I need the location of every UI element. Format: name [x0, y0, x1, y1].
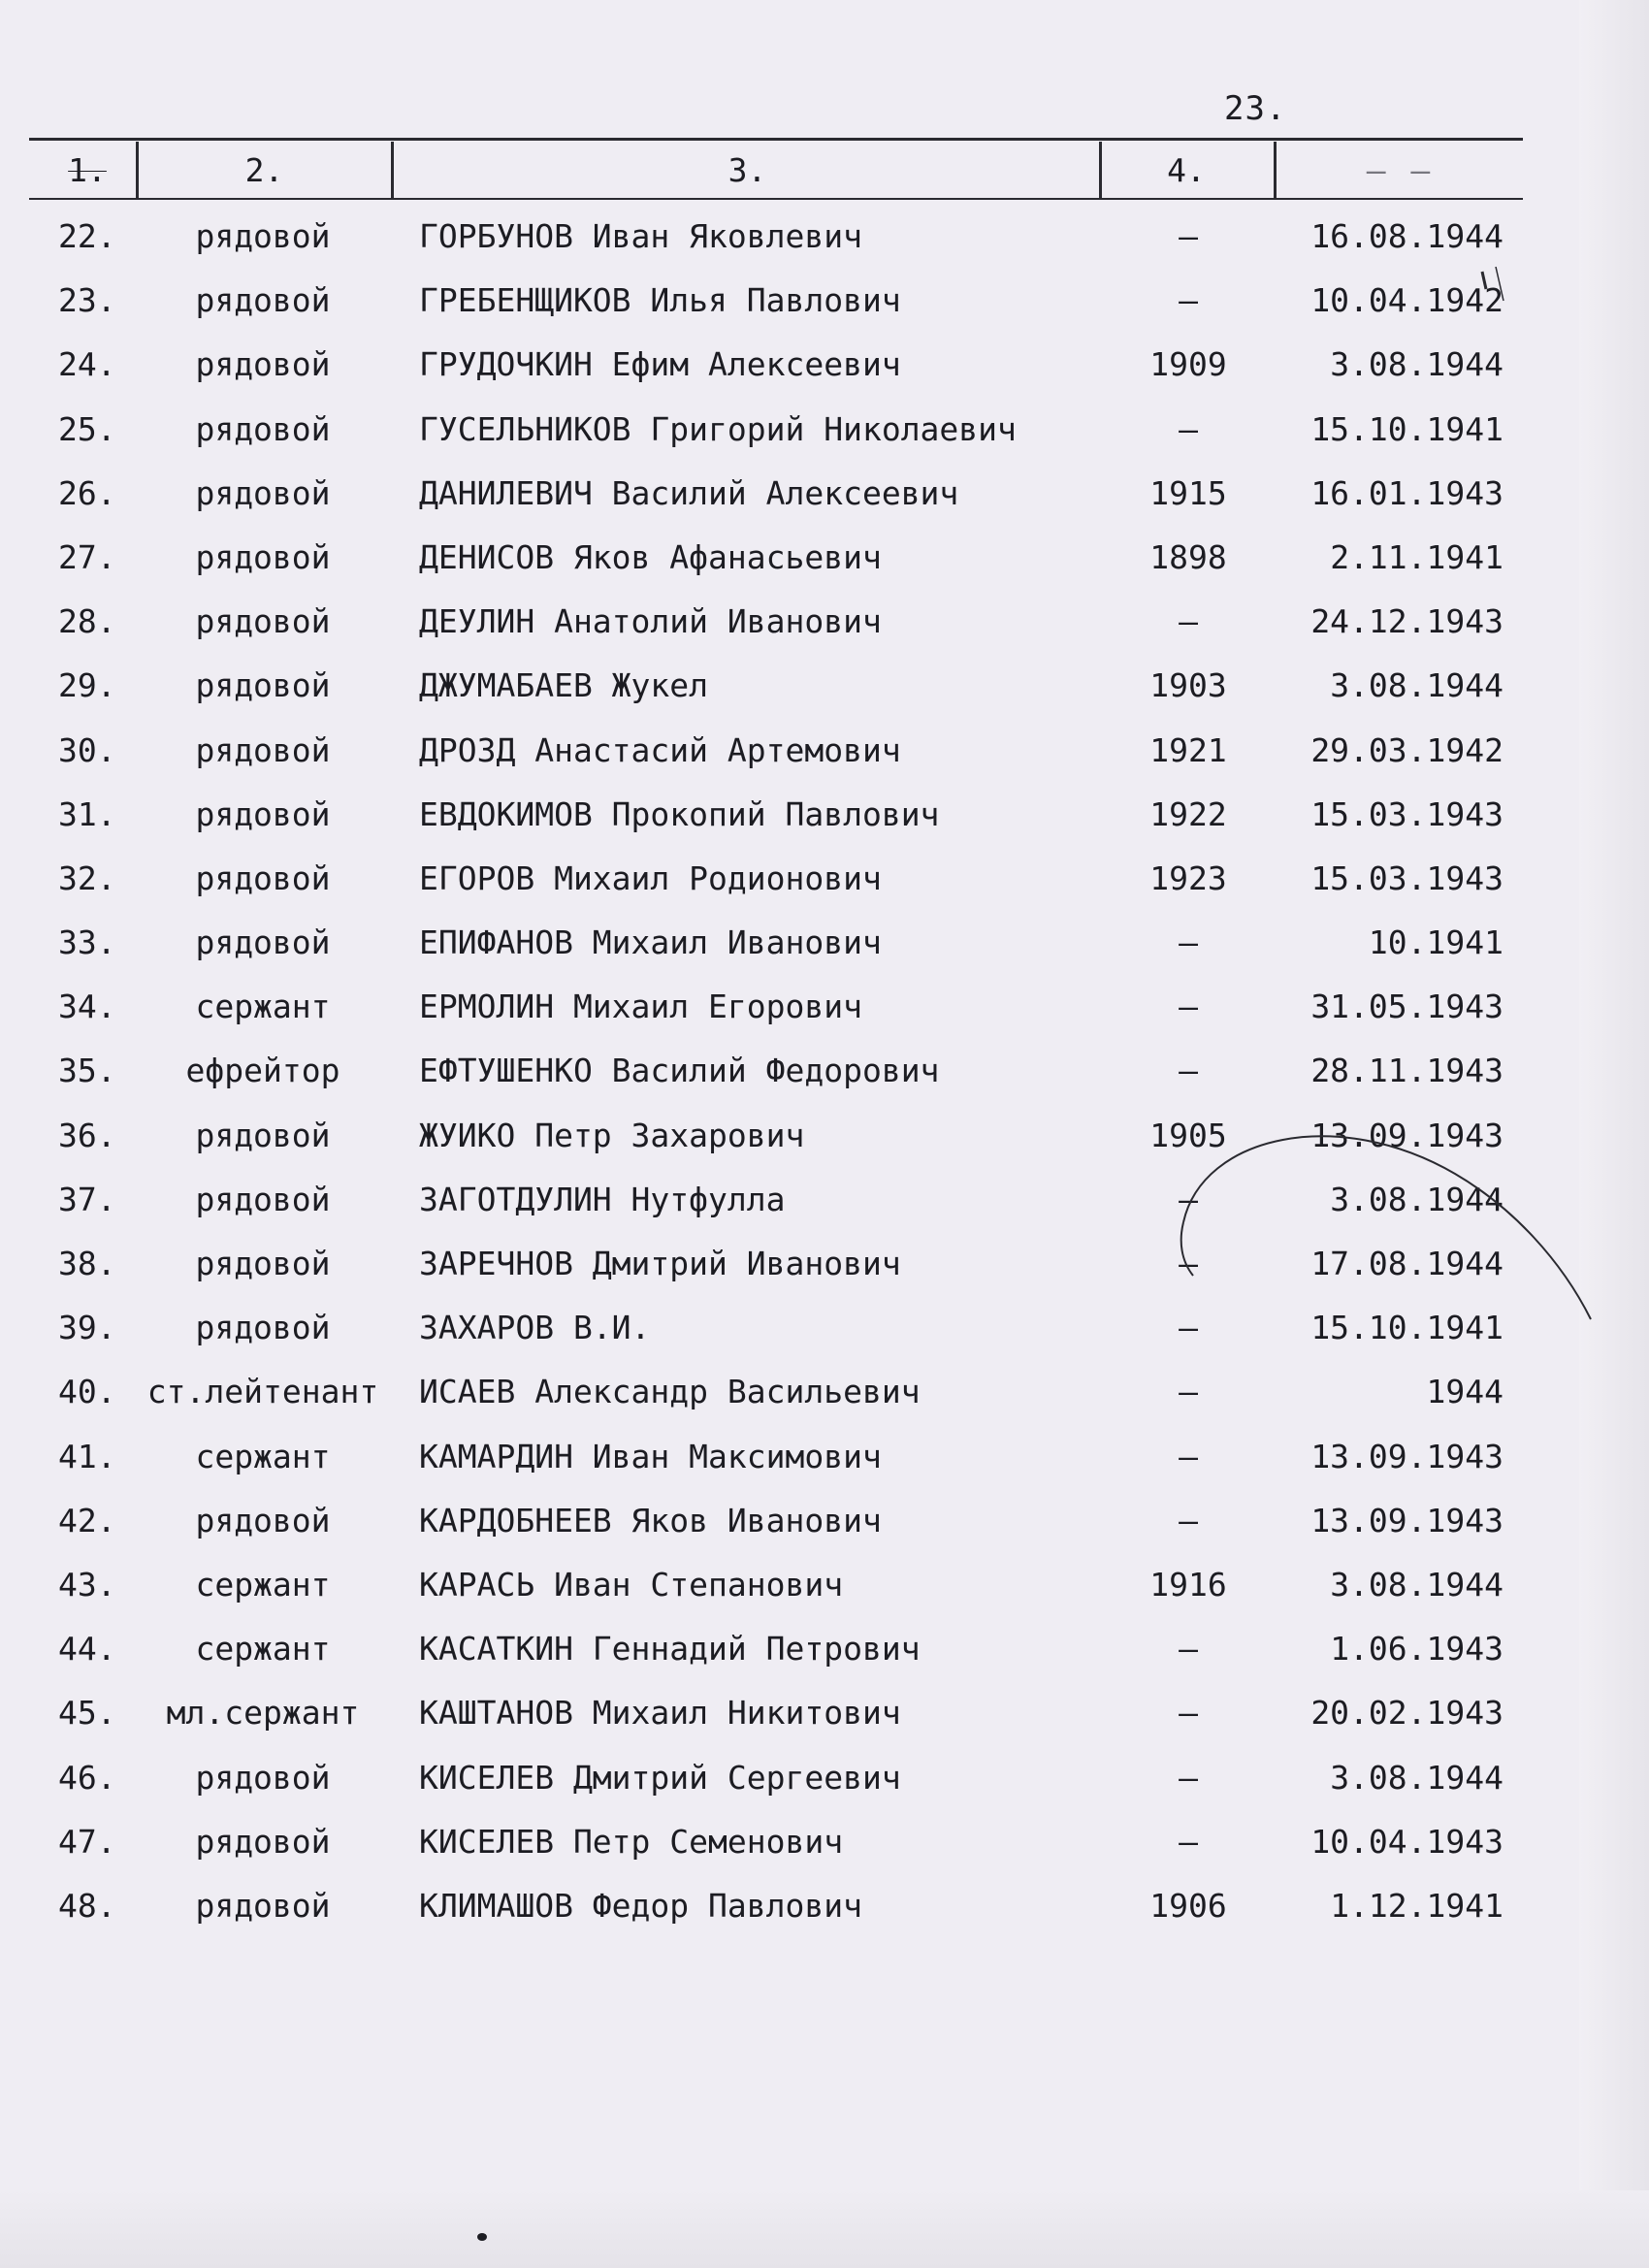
row-date: 3.08.1944 [1330, 1758, 1504, 1797]
row-number: 43. [58, 1565, 116, 1604]
table-row [0, 204, 1552, 268]
row-name: ЕФТУШЕНКО Василий Федорович [419, 1052, 940, 1090]
row-name: ЕГОРОВ Михаил Родионович [419, 859, 882, 897]
column-header-year: 4. [1167, 151, 1206, 189]
row-rank: сержант [195, 1565, 331, 1604]
row-birth-year: 1922 [1149, 794, 1227, 833]
row-birth-year: 1898 [1149, 537, 1227, 576]
column-header-rank: 2. [244, 151, 284, 189]
row-number: 31. [58, 794, 116, 833]
row-date: 15.03.1943 [1310, 859, 1504, 897]
table-row [0, 846, 1552, 910]
row-name: ЗАГОТДУЛИН Нутфулла [419, 1180, 786, 1218]
row-rank: мл.сержант [166, 1694, 360, 1733]
row-birth-year: – [1179, 409, 1198, 448]
row-rank: рядовой [195, 1886, 331, 1925]
row-name: КЛИМАШОВ Федор Павлович [419, 1886, 862, 1925]
row-date: 13.09.1943 [1310, 1116, 1504, 1154]
row-date: 16.08.1944 [1310, 217, 1504, 255]
row-rank: рядовой [195, 602, 331, 641]
row-date: 31.05.1943 [1310, 988, 1504, 1026]
row-number: 47. [58, 1822, 116, 1861]
row-name: ЕРМОЛИН Михаил Егорович [419, 988, 862, 1026]
row-rank: рядовой [195, 730, 331, 769]
row-date: 1.06.1943 [1330, 1630, 1504, 1669]
row-name: КИСЕЛЕВ Дмитрий Сергеевич [419, 1758, 901, 1797]
row-number: 24. [58, 345, 116, 384]
row-name: ДЕНИСОВ Яков Афанасьевич [419, 537, 882, 576]
row-number: 30. [58, 730, 116, 769]
row-date: 3.08.1944 [1330, 1565, 1504, 1604]
row-date: 16.01.1943 [1310, 473, 1504, 512]
row-birth-year: – [1179, 1245, 1198, 1282]
row-date: 13.09.1943 [1310, 1501, 1504, 1539]
table-row [0, 910, 1552, 974]
row-name: ЗАРЕЧНОВ Дмитрий Иванович [419, 1245, 901, 1282]
page-number: 23. [1224, 89, 1287, 128]
row-name: ДЕУЛИН Анатолий Иванович [419, 602, 882, 641]
table-row [0, 1680, 1552, 1744]
row-name: ДАНИЛЕВИЧ Василий Алексеевич [419, 473, 959, 512]
row-name: ЕВДОКИМОВ Прокопий Павлович [419, 794, 940, 833]
pen-tick-mark [1474, 262, 1513, 310]
row-number: 28. [58, 602, 116, 641]
row-number: 44. [58, 1630, 116, 1669]
row-name: ГРЕБЕНЩИКОВ Илья Павлович [419, 281, 901, 320]
table-row [0, 332, 1552, 396]
row-birth-year: – [1179, 602, 1198, 641]
row-name: ЖУИКО Петр Захарович [419, 1116, 805, 1154]
row-rank: ефрейтор [185, 1052, 340, 1090]
row-number: 29. [58, 666, 116, 705]
row-number: 42. [58, 1501, 116, 1539]
row-date: 10.04.1942 [1310, 281, 1504, 320]
row-rank: сержант [195, 1437, 331, 1475]
header-separator [136, 142, 139, 198]
row-rank: рядовой [195, 217, 331, 255]
row-rank: рядовой [195, 1116, 331, 1154]
row-birth-year: – [1179, 923, 1198, 962]
row-birth-year: 1903 [1149, 666, 1227, 705]
row-number: 34. [58, 988, 116, 1026]
row-birth-year: – [1179, 988, 1198, 1026]
row-rank: рядовой [195, 281, 331, 320]
row-number: 36. [58, 1116, 116, 1154]
row-rank: рядовой [195, 859, 331, 897]
row-birth-year: – [1179, 1630, 1198, 1669]
row-date: 24.12.1943 [1310, 602, 1504, 641]
row-rank: ст.лейтенант [146, 1373, 379, 1411]
table-row [0, 653, 1552, 717]
row-date: 15.10.1941 [1310, 1309, 1504, 1347]
row-number: 32. [58, 859, 116, 897]
row-birth-year: – [1179, 1822, 1198, 1861]
row-rank: рядовой [195, 345, 331, 384]
table-row [0, 1038, 1552, 1102]
row-name: ИСАЕВ Александр Васильевич [419, 1373, 921, 1411]
row-name: КАРАСЬ Иван Степанович [419, 1565, 844, 1604]
row-number: 40. [58, 1373, 116, 1411]
row-rank: сержант [195, 988, 331, 1026]
row-rank: рядовой [195, 1822, 331, 1861]
row-birth-year: 1906 [1149, 1886, 1227, 1925]
row-birth-year: – [1179, 1180, 1198, 1218]
table-row [0, 1809, 1552, 1873]
row-birth-year: 1915 [1149, 473, 1227, 512]
row-date: 20.02.1943 [1310, 1694, 1504, 1733]
row-name: ДЖУМАБАЕВ Жукел [419, 666, 709, 705]
row-date: 3.08.1944 [1330, 345, 1504, 384]
row-rank: рядовой [195, 1180, 331, 1218]
row-rank: рядовой [195, 537, 331, 576]
table-row [0, 1359, 1552, 1423]
row-name: ЕПИФАНОВ Михаил Иванович [419, 923, 882, 962]
row-birth-year: – [1179, 1052, 1198, 1090]
row-date: 1944 [1426, 1373, 1504, 1411]
row-birth-year: – [1179, 1694, 1198, 1733]
row-number: 27. [58, 537, 116, 576]
row-birth-year: – [1179, 1437, 1198, 1475]
row-number: 23. [58, 281, 116, 320]
row-birth-year: – [1179, 1501, 1198, 1539]
row-birth-year: – [1179, 281, 1198, 320]
row-name: ГУСЕЛЬНИКОВ Григорий Николаевич [419, 409, 1017, 448]
table-row [0, 718, 1552, 782]
row-birth-year: 1909 [1149, 345, 1227, 384]
header-bottom-rule [29, 198, 1523, 200]
table-row [0, 1616, 1552, 1680]
table-row [0, 782, 1552, 846]
table-row [0, 461, 1552, 525]
row-date: 15.03.1943 [1310, 794, 1504, 833]
row-date: 13.09.1943 [1310, 1437, 1504, 1475]
row-name: ГОРБУНОВ Иван Яковлевич [419, 217, 862, 255]
row-name: КАМАРДИН Иван Максимович [419, 1437, 882, 1475]
row-birth-year: 1921 [1149, 730, 1227, 769]
row-birth-year: 1905 [1149, 1116, 1227, 1154]
row-rank: рядовой [195, 1309, 331, 1347]
row-number: 33. [58, 923, 116, 962]
row-date: 1.12.1941 [1330, 1886, 1504, 1925]
row-number: 35. [58, 1052, 116, 1090]
row-name: КАСАТКИН Геннадий Петрович [419, 1630, 921, 1669]
row-number: 26. [58, 473, 116, 512]
table-row [0, 1745, 1552, 1809]
row-rank: рядовой [195, 1501, 331, 1539]
table-row [0, 1552, 1552, 1616]
column-header-number: 1. [68, 151, 107, 189]
row-rank: рядовой [195, 794, 331, 833]
row-number: 37. [58, 1180, 116, 1218]
row-rank: рядовой [195, 923, 331, 962]
row-date: 15.10.1941 [1310, 409, 1504, 448]
row-rank: рядовой [195, 666, 331, 705]
row-birth-year: 1916 [1149, 1565, 1227, 1604]
row-number: 45. [58, 1694, 116, 1733]
row-date: 29.03.1942 [1310, 730, 1504, 769]
row-number: 38. [58, 1245, 116, 1282]
row-number: 46. [58, 1758, 116, 1797]
header-separator [1274, 142, 1277, 198]
row-date: 17.08.1944 [1310, 1245, 1504, 1282]
pen-stroke-mark [1164, 1116, 1610, 1368]
row-birth-year: – [1179, 1309, 1198, 1347]
row-date: 3.08.1944 [1330, 666, 1504, 705]
row-number: 25. [58, 409, 116, 448]
table-row [0, 1873, 1552, 1937]
column-header-name: 3. [728, 151, 767, 189]
row-name: КИСЕЛЕВ Петр Семенович [419, 1822, 844, 1861]
table-row [0, 1424, 1552, 1488]
ink-speck [477, 2233, 487, 2241]
row-name: КАРДОБНЕЕВ Яков Иванович [419, 1501, 882, 1539]
row-date: 28.11.1943 [1310, 1052, 1504, 1090]
row-name: ЗАХАРОВ В.И. [419, 1309, 651, 1347]
row-rank: рядовой [195, 1245, 331, 1282]
row-birth-year: – [1179, 1373, 1198, 1411]
table-row [0, 525, 1552, 589]
row-date: 10.04.1943 [1310, 1822, 1504, 1861]
header-separator [391, 142, 394, 198]
table-row [0, 268, 1552, 332]
row-name: ГРУДОЧКИН Ефим Алексеевич [419, 345, 901, 384]
row-rank: рядовой [195, 409, 331, 448]
row-number: 22. [58, 217, 116, 255]
row-rank: рядовой [195, 1758, 331, 1797]
roster-table-body [0, 204, 1552, 1937]
row-name: ДРОЗД Анастасий Артемович [419, 730, 901, 769]
header-separator [1099, 142, 1102, 198]
row-date: 3.08.1944 [1330, 1180, 1504, 1218]
row-number: 39. [58, 1309, 116, 1347]
header-top-rule [29, 138, 1523, 141]
row-birth-year: 1923 [1149, 859, 1227, 897]
table-row [0, 1488, 1552, 1552]
row-birth-year: – [1179, 1758, 1198, 1797]
row-name: КАШТАНОВ Михаил Никитович [419, 1694, 901, 1733]
table-row [0, 974, 1552, 1038]
scan-shadow-bottom [0, 2190, 1649, 2268]
row-rank: сержант [195, 1630, 331, 1669]
row-number: 48. [58, 1886, 116, 1925]
row-birth-year: – [1179, 217, 1198, 255]
column-header-date: — — [1366, 151, 1434, 189]
row-number: 41. [58, 1437, 116, 1475]
row-date: 10.1941 [1368, 923, 1504, 962]
row-date: 2.11.1941 [1330, 537, 1504, 576]
table-row [0, 397, 1552, 461]
row-rank: рядовой [195, 473, 331, 512]
table-row [0, 589, 1552, 653]
